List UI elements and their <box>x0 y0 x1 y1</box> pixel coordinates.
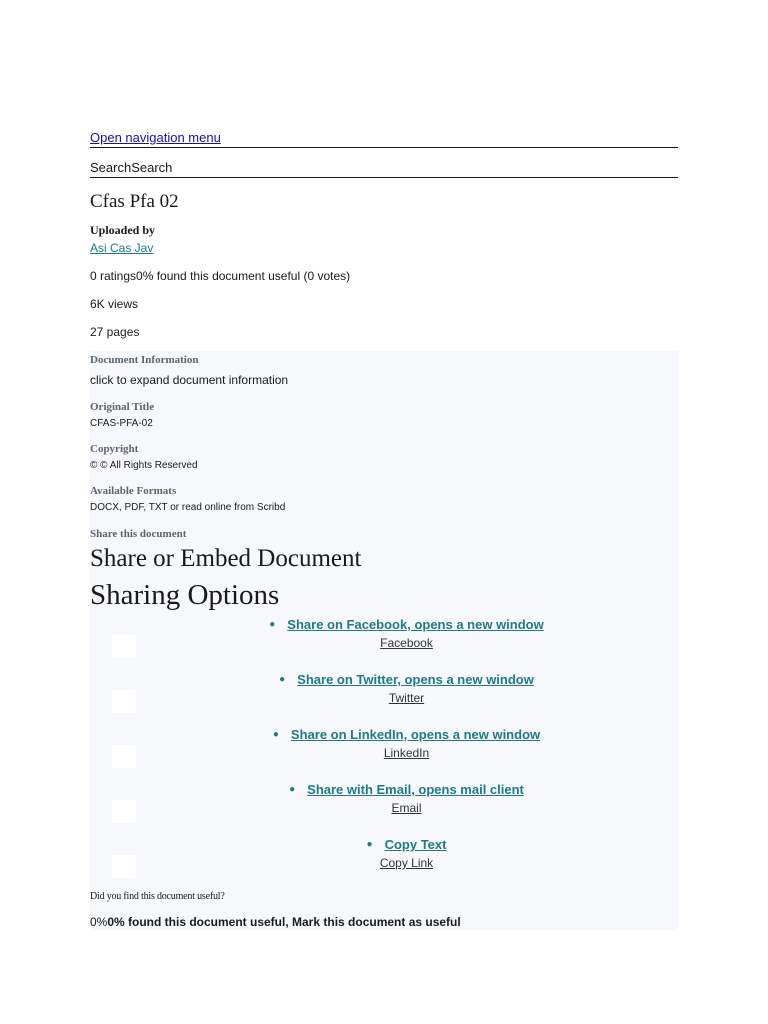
share-email-item <box>135 781 678 816</box>
available-formats-label: Available Formats <box>90 485 177 497</box>
uploaded-by-label: Uploaded by <box>90 223 156 237</box>
mark-useful-button[interactable]: 0% found this document useful, Mark this document as useful <box>107 915 461 929</box>
document-information-panel <box>90 351 678 930</box>
share-row-gutter <box>112 745 136 768</box>
page-count: 27 pages <box>90 325 140 339</box>
share-row-gutter <box>112 800 136 823</box>
search-field[interactable]: SearchSearch <box>90 159 678 178</box>
twitter-link[interactable]: Twitter <box>388 691 425 705</box>
bullet-icon: ● <box>289 784 296 795</box>
sharing-options-heading: Sharing Options <box>90 579 280 611</box>
share-linkedin-item <box>135 726 678 761</box>
bullet-icon: ● <box>269 619 276 630</box>
share-linkedin-link[interactable]: Share on LinkedIn, opens a new window <box>290 727 541 742</box>
share-embed-heading: Share or Embed Document <box>90 545 362 572</box>
document-title: Cfas Pfa 02 <box>90 191 179 212</box>
share-row-gutter <box>112 855 136 878</box>
share-email-link[interactable]: Share with Email, opens mail client <box>307 782 524 797</box>
share-facebook-item <box>135 616 678 651</box>
original-title-value: CFAS-PFA-02 <box>90 418 153 429</box>
share-row-gutter <box>112 635 136 658</box>
open-navigation-menu-link[interactable]: Open navigation menu <box>90 129 678 148</box>
bullet-icon: ● <box>272 729 279 740</box>
bullet-icon: ● <box>279 674 286 685</box>
share-this-document-label: Share this document <box>90 528 187 540</box>
bullet-icon: ● <box>366 839 373 850</box>
copy-text-item <box>135 836 678 871</box>
copyright-value: © © All Rights Reserved <box>90 460 198 471</box>
share-twitter-link[interactable]: Share on Twitter, opens a new window <box>297 672 534 687</box>
share-facebook-link[interactable]: Share on Facebook, opens a new window <box>287 617 544 632</box>
uploader-link[interactable]: Asi Cas Jav <box>90 241 154 255</box>
email-link[interactable]: Email <box>391 801 422 815</box>
copy-text-link[interactable]: Copy Text <box>384 837 447 852</box>
original-title-label: Original Title <box>90 401 155 413</box>
share-row-gutter <box>112 690 136 713</box>
copy-link-button[interactable]: Copy Link <box>379 856 434 870</box>
available-formats-value: DOCX, PDF, TXT or read online from Scribd <box>90 502 286 513</box>
expand-document-information-button[interactable]: click to expand document information <box>90 373 289 387</box>
document-information-label: Document Information <box>90 354 199 366</box>
linkedin-link[interactable]: LinkedIn <box>383 746 430 760</box>
useful-percent: 0% <box>90 915 108 929</box>
views-count: 6K views <box>90 297 139 311</box>
mark-useful-row[interactable] <box>90 914 461 930</box>
share-twitter-item <box>135 671 678 706</box>
ratings-text: 0 ratings0% found this document useful (0 votes) <box>90 269 351 283</box>
facebook-link[interactable]: Facebook <box>380 636 433 650</box>
copyright-label: Copyright <box>90 443 139 455</box>
useful-question: Did you find this document useful? <box>90 891 225 902</box>
